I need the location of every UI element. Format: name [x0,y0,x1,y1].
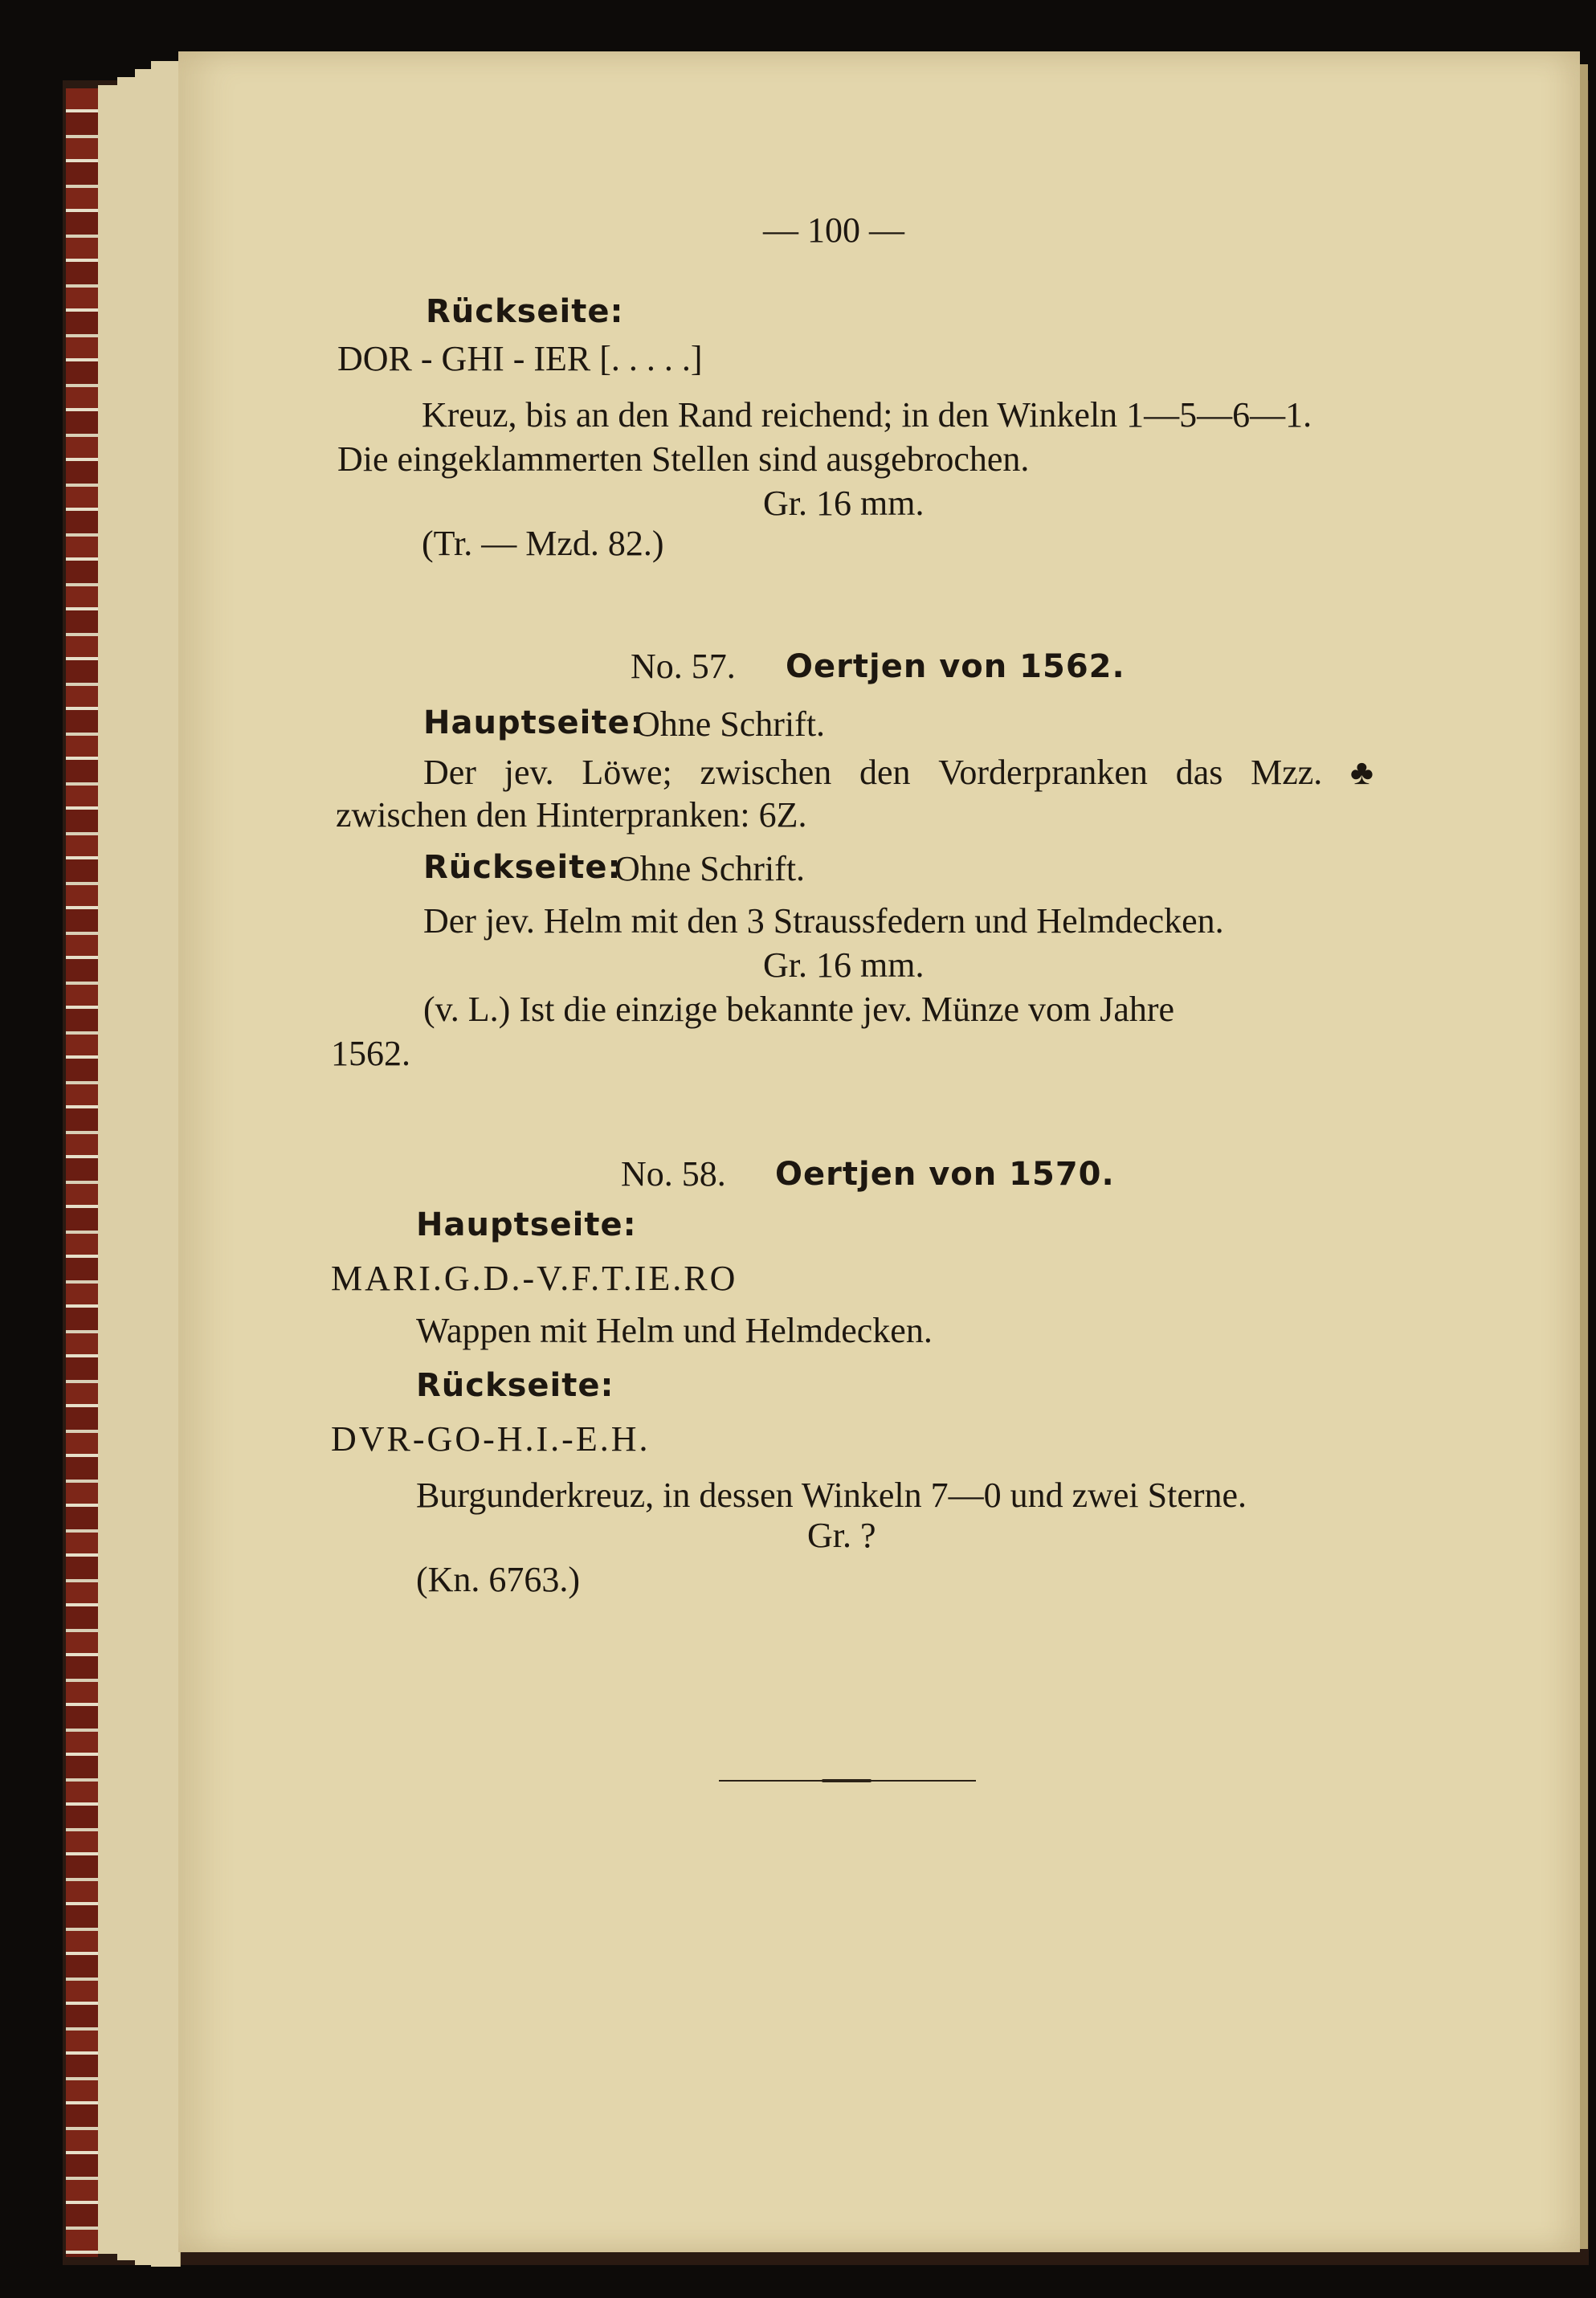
reverse-legend: DVR-GO-H.I.-E.H. [331,1419,651,1459]
obverse-heading: Hauptseite: [423,704,644,741]
obverse-legend: MARI.G.D.-V.F.T.IE.RO [331,1259,738,1298]
entry-title: Oertjen von 1570. [775,1156,1115,1193]
description: Die eingeklammerten Stellen sind ausgebrochen. [337,439,1030,479]
note: (v. L.) Ist die einzige bekannte jev. Münze vom Jahre [423,990,1175,1029]
source-reference: (Tr. — Mzd. 82.) [422,524,664,563]
reverse-legend: DOR - GHI - IER [. . . . .] [337,339,703,378]
description: Burgunderkreuz, in dessen Winkeln 7—0 und zwei Sterne. [416,1476,1247,1515]
entry-title: Oertjen von 1562. [786,648,1125,685]
obverse-heading: Hauptseite: [416,1206,637,1243]
page-edge [151,61,181,2267]
description: Der jev. Löwe; zwischen den Vorderpranken das Mzz. ♣ [423,753,1374,792]
end-ornament [719,1777,976,1785]
size: Gr. 16 mm. [763,484,925,523]
entry-number: No. 58. [621,1154,726,1194]
description: Wappen mit Helm und Helmdecken. [416,1311,933,1350]
book-page [178,51,1580,2252]
note: 1562. [331,1034,410,1073]
page-edge [98,85,120,2254]
obverse-legend: Ohne Schrift. [635,704,826,744]
description: zwischen den Hinterpranken: 6Z. [336,795,807,835]
reverse-heading: Rückseite: [416,1367,614,1404]
entry-number: No. 57. [631,647,736,686]
source-reference: (Kn. 6763.) [416,1560,581,1599]
description: Kreuz, bis an den Rand reichend; in den Winkeln 1—5—6—1. [422,395,1312,435]
book-spine [66,88,98,2257]
reverse-legend: Ohne Schrift. [614,849,806,888]
page-number: — 100 — [763,210,904,250]
description: Der jev. Helm mit den 3 Straussfedern und Helmdecken. [423,901,1224,941]
reverse-heading: Rückseite: [423,849,622,886]
reverse-heading: Rückseite: [426,293,624,330]
size: Gr. 16 mm. [763,945,925,985]
size: Gr. ? [807,1516,876,1555]
